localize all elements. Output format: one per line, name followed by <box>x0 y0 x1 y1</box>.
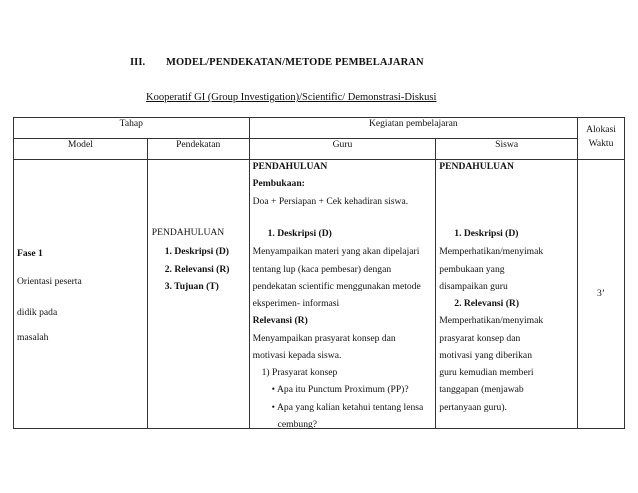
section-heading <box>130 57 424 68</box>
guru-doa: Doa + Persiapan + Cek kehadiran siswa. <box>252 196 409 207</box>
siswa-relevansi-line: motivasi yang diberikan <box>439 350 532 361</box>
siswa-relevansi-line: tanggapan (menjawab <box>439 384 524 395</box>
pendekatan-item: 3. Tujuan (T) <box>164 281 219 292</box>
model-cell <box>14 160 148 429</box>
pendekatan-title: PENDAHULUAN <box>151 227 225 238</box>
guru-question-continued: cembung? <box>277 419 318 430</box>
header-waktu: Waktu <box>588 137 614 149</box>
siswa-relevansi-line: guru kemudian memberi <box>439 367 534 378</box>
siswa-deskripsi-line: disampaikan guru <box>439 281 508 292</box>
guru-deskripsi-line: pendekatan scientific menggunakan metode <box>252 281 421 292</box>
siswa-cell <box>436 160 578 429</box>
siswa-relevansi-line: prasyarat konsep dan <box>439 333 521 344</box>
header-siswa: Siswa <box>436 139 578 160</box>
siswa-relevansi-line: pertanyaan guru). <box>439 402 507 413</box>
method-subtitle: Kooperatif GI (Group Investigation)/Scientific/ Demonstrasi-Diskusi <box>146 92 437 103</box>
pendekatan-item: 1. Deskripsi (D) <box>164 246 229 257</box>
siswa-relevansi-line: Memperhatikan/menyimak <box>439 315 544 326</box>
header-guru: Guru <box>249 139 436 160</box>
guru-relevansi-line: Menyampaikan prasyarat konsep dan <box>252 333 396 344</box>
header-model: Model <box>14 139 148 160</box>
siswa-deskripsi-line: pembukaan yang <box>439 264 505 275</box>
section-title: MODEL/PENDEKATAN/METODE PEMBELAJARAN <box>166 57 424 68</box>
header-pendekatan: Pendekatan <box>147 139 249 160</box>
guru-relevansi-line: motivasi kepada siswa. <box>252 350 342 361</box>
siswa-title: PENDAHULUAN <box>439 161 514 172</box>
guru-prasyarat: 1) Prasyarat konsep <box>261 367 338 378</box>
pendekatan-item: 2. Relevansi (R) <box>164 264 230 275</box>
section-number: III. <box>130 57 146 68</box>
guru-deskripsi-line: tentang lup (kaca pembesar) dengan <box>252 264 392 275</box>
siswa-relevansi-heading: 2. Relevansi (R) <box>454 298 520 309</box>
phase-desc-line: Orientasi peserta <box>17 276 82 287</box>
alokasi-cell <box>578 160 625 429</box>
guru-relevansi-heading: Relevansi (R) <box>252 315 308 326</box>
guru-question-bullet: • Apa itu Punctum Proximum (PP)? <box>272 384 409 396</box>
pendekatan-cell <box>147 160 249 429</box>
guru-pembukaan: Pembukaan: <box>252 178 305 189</box>
time-allocation: 3’ <box>597 288 605 299</box>
header-kegiatan: Kegiatan pembelajaran <box>249 118 577 139</box>
header-alokasi-waktu <box>578 118 625 160</box>
header-tahap: Tahap <box>14 118 250 139</box>
guru-deskripsi-heading: 1. Deskripsi (D) <box>267 228 332 239</box>
guru-deskripsi-line: eksperimen- informasi <box>252 298 340 309</box>
phase-label: Fase 1 <box>17 248 43 259</box>
guru-question-bullet: • Apa yang kalian ketahui tentang lensa <box>272 402 424 414</box>
table-header-row-2 <box>14 139 625 160</box>
siswa-deskripsi-heading: 1. Deskripsi (D) <box>454 228 519 239</box>
guru-cell <box>249 160 436 429</box>
table-header-row-1 <box>14 118 625 139</box>
phase-desc-line: masalah <box>17 332 49 343</box>
siswa-deskripsi-line: Memperhatikan/menyimak <box>439 246 544 257</box>
guru-deskripsi-line: Menyampaikan materi yang akan dipelajari <box>252 246 420 257</box>
header-alokasi: Alokasi <box>586 124 616 135</box>
learning-activity-table <box>13 117 625 429</box>
phase-desc-line: didik pada <box>17 307 58 318</box>
table-row <box>14 160 625 429</box>
guru-title: PENDAHULUAN <box>252 161 328 172</box>
